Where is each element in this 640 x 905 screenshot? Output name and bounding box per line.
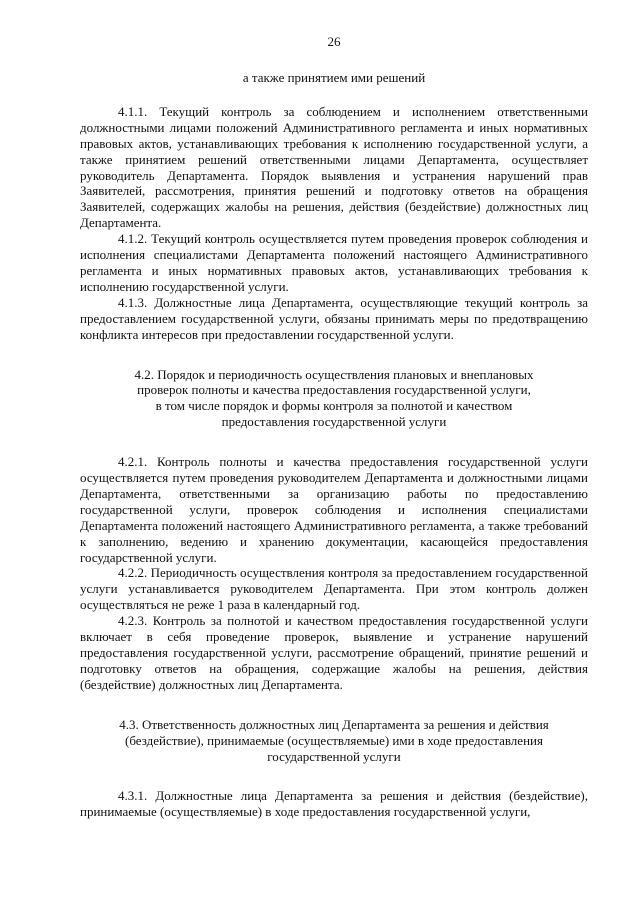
paragraph-4-2-2: 4.2.2. Периодичность осуществления контроля за предоставлением государственной услуги устанавливается руководителем Департамента. При этом контроль должен осуществляться не реже 1 раза в календарный год. xyxy=(80,565,588,613)
top-line: а также принятием ими решений xyxy=(242,70,426,85)
spacer xyxy=(80,693,588,717)
paragraph-4-1-1: 4.1.1. Текущий контроль за соблюдением и исполнением ответственными должностными лицами положений Административного регламента и иных нормативных правовых актов, устанавливающих требования к исполнению государственной услуги, а также принятием решений ответственными лицами Департамента, осуществляет руководитель Департамента. Порядок выявления и устранения нарушений прав Заявителей, рассмотрения, принятия решений и подготовку ответов на обращения Заявителей, содержащих жалобы на решения, действия (бездействие) должностных лиц Департамента. xyxy=(80,103,588,231)
heading-line: государственной услуги xyxy=(267,748,401,764)
heading-line: 4.3. Ответственность должностных лиц Департамента за решения и действия xyxy=(119,716,549,732)
paragraph-4-2-3: 4.2.3. Контроль за полнотой и качеством предоставления государственной услуги включает в себя проведение проверок, выявление и устранение нарушений предоставления государственной услуги, рассмотрение обращений, принятие решений и подготовку ответов на обращения, содержащие жалобы на решения, действия (бездействие) должностных лиц Департамента. xyxy=(80,613,588,692)
heading-line: 4.2. Порядок и периодичность осуществления плановых и внеплановых xyxy=(134,366,534,382)
heading-line: в том числе порядок и формы контроля за полнотой и качеством xyxy=(155,398,513,414)
heading-line: проверок полноты и качества предоставления государственной услуги, xyxy=(137,382,531,398)
section-heading-4-2 xyxy=(80,367,588,431)
page-number: 26 xyxy=(327,34,341,49)
spacer xyxy=(80,343,588,367)
paragraph-4-3-1: 4.3.1. Должностные лица Департамента за решения и действия (бездействие), принимаемые (осуществляемые) в ходе предоставления государственной услуги, xyxy=(80,788,588,820)
paragraph-4-1-3: 4.1.3. Должностные лица Департамента, осуществляющие текущий контроль за предоставлением государственной услуги, обязаны принимать меры по предотвращению конфликта интересов при предоставлении государственной услуги. xyxy=(80,294,588,342)
section-heading-4-3 xyxy=(80,717,588,765)
heading-line: (бездействие), принимаемые (осуществляемые) ими в ходе предоставления xyxy=(125,732,543,748)
paragraph-4-1-2: 4.1.2. Текущий контроль осуществляется путем проведения проверок соблюдения и исполнения специалистами Департамента положений настоящего Административного регламента и иных нормативных правовых актов, устанавливающих требования к исполнению государственной услуги. xyxy=(80,231,588,294)
spacer xyxy=(80,86,588,104)
heading-line: предоставления государственной услуги xyxy=(221,414,447,430)
spacer xyxy=(80,764,588,788)
paragraph-4-2-1: 4.2.1. Контроль полноты и качества предоставления государственной услуги осуществляется путем проведения руководителем Департамента и должностными лицами Департамента, ответственными за организацию работы по предоставлению государственной услуги, проверок соблюдения и исполнения специалистами Департамента положений настоящего Административного регламента, а также требований к заполнению, ведению и хранению документации, касающейся предоставления государственной услуги. xyxy=(80,454,588,565)
spacer xyxy=(80,430,588,454)
